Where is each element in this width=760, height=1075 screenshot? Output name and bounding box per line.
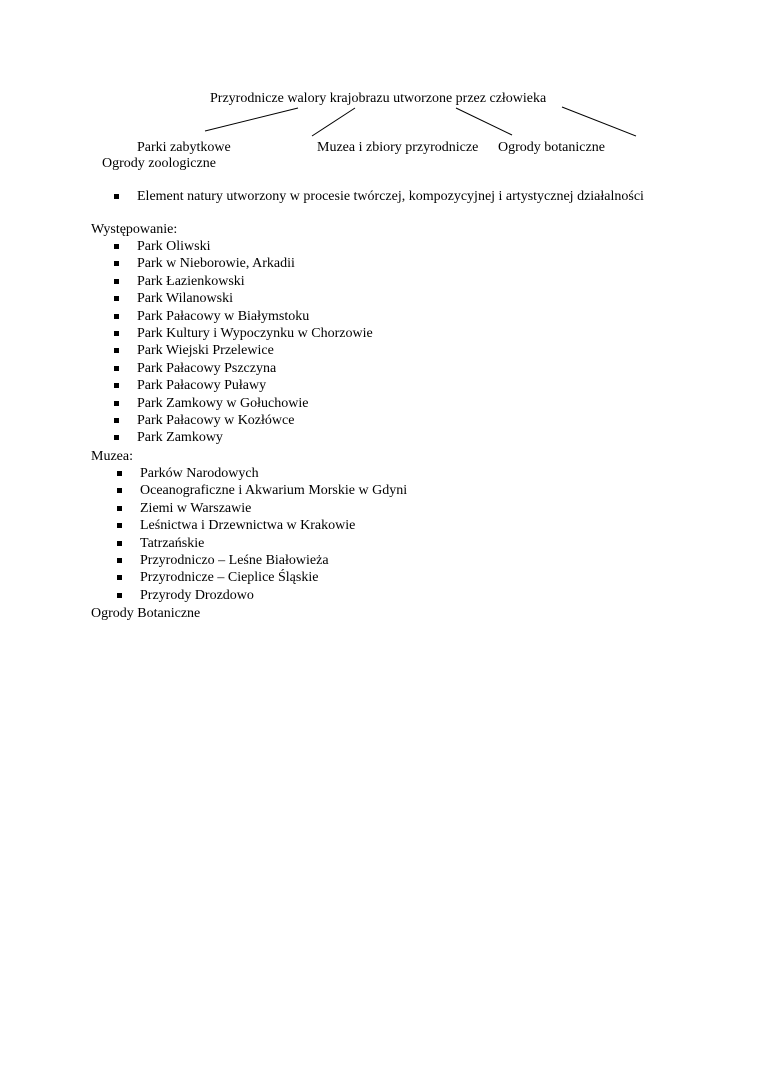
square-bullet-icon [114, 348, 119, 353]
square-bullet-icon [114, 194, 119, 199]
list-item: Park Łazienkowski [137, 273, 373, 290]
wystepowanie-list [137, 238, 373, 447]
list-item: Tatrzańskie [140, 535, 407, 552]
list-item: Ziemi w Warszawie [140, 500, 407, 517]
list-item: Przyrodniczo – Leśne Białowieża [140, 552, 407, 569]
list-item: Parków Narodowych [140, 465, 407, 482]
square-bullet-icon [114, 296, 119, 301]
list-item: Park Zamkowy w Gołuchowie [137, 395, 373, 412]
square-bullet-icon [117, 506, 122, 511]
definition-list [137, 188, 644, 205]
list-item: Oceanograficzne i Akwarium Morskie w Gdyni [140, 482, 407, 499]
square-bullet-icon [117, 488, 122, 493]
list-item: Park w Nieborowie, Arkadii [137, 255, 373, 272]
list-item: Park Pałacowy w Białymstoku [137, 308, 373, 325]
square-bullet-icon [114, 401, 119, 406]
square-bullet-icon [114, 418, 119, 423]
list-item: Przyrodnicze – Cieplice Śląskie [140, 569, 407, 586]
branch-ogrody-botaniczne: Ogrody botaniczne [498, 140, 605, 155]
section-heading-wystepowanie: Występowanie: [91, 222, 178, 237]
muzea-list [140, 465, 407, 604]
branch-muzea: Muzea i zbiory przyrodnicze [317, 140, 479, 155]
square-bullet-icon [114, 331, 119, 336]
square-bullet-icon [114, 366, 119, 371]
square-bullet-icon [117, 541, 122, 546]
list-item: Park Kultury i Wypoczynku w Chorzowie [137, 325, 373, 342]
diagram-title: Przyrodnicze walory krajobrazu utworzone przez człowieka [210, 91, 547, 106]
list-item: Przyrody Drozdowo [140, 587, 407, 604]
square-bullet-icon [114, 244, 119, 249]
square-bullet-icon [114, 261, 119, 266]
square-bullet-icon [114, 435, 119, 440]
square-bullet-icon [117, 558, 122, 563]
connector-muzea [312, 108, 355, 136]
list-item: Park Zamkowy [137, 429, 373, 446]
square-bullet-icon [117, 523, 122, 528]
square-bullet-icon [117, 575, 122, 580]
section-heading-muzea: Muzea: [91, 449, 133, 464]
list-item: Leśnictwa i Drzewnictwa w Krakowie [140, 517, 407, 534]
definition-text: Element natury utworzony w procesie twórczej, kompozycyjnej i artystycznej działalności [137, 189, 644, 204]
list-item: Park Pałacowy Pszczyna [137, 360, 373, 377]
branch-parki-zabytkowe: Parki zabytkowe [137, 140, 231, 155]
section-heading-ogrody-botaniczne: Ogrody Botaniczne [91, 606, 201, 621]
list-item: Park Oliwski [137, 238, 373, 255]
list-item: Park Pałacowy w Kozłówce [137, 412, 373, 429]
branch-ogrody-zoologiczne: Ogrody zoologiczne [102, 156, 216, 171]
connector-parki [205, 108, 298, 131]
list-item: Park Wilanowski [137, 290, 373, 307]
square-bullet-icon [114, 279, 119, 284]
list-item: Park Wiejski Przelewice [137, 342, 373, 359]
connector-ogrody-zoo [562, 107, 636, 136]
connector-ogrody-bot [456, 108, 512, 135]
square-bullet-icon [114, 314, 119, 319]
square-bullet-icon [117, 471, 122, 476]
square-bullet-icon [114, 383, 119, 388]
definition-item [137, 188, 644, 205]
list-item: Park Pałacowy Puławy [137, 377, 373, 394]
square-bullet-icon [117, 593, 122, 598]
